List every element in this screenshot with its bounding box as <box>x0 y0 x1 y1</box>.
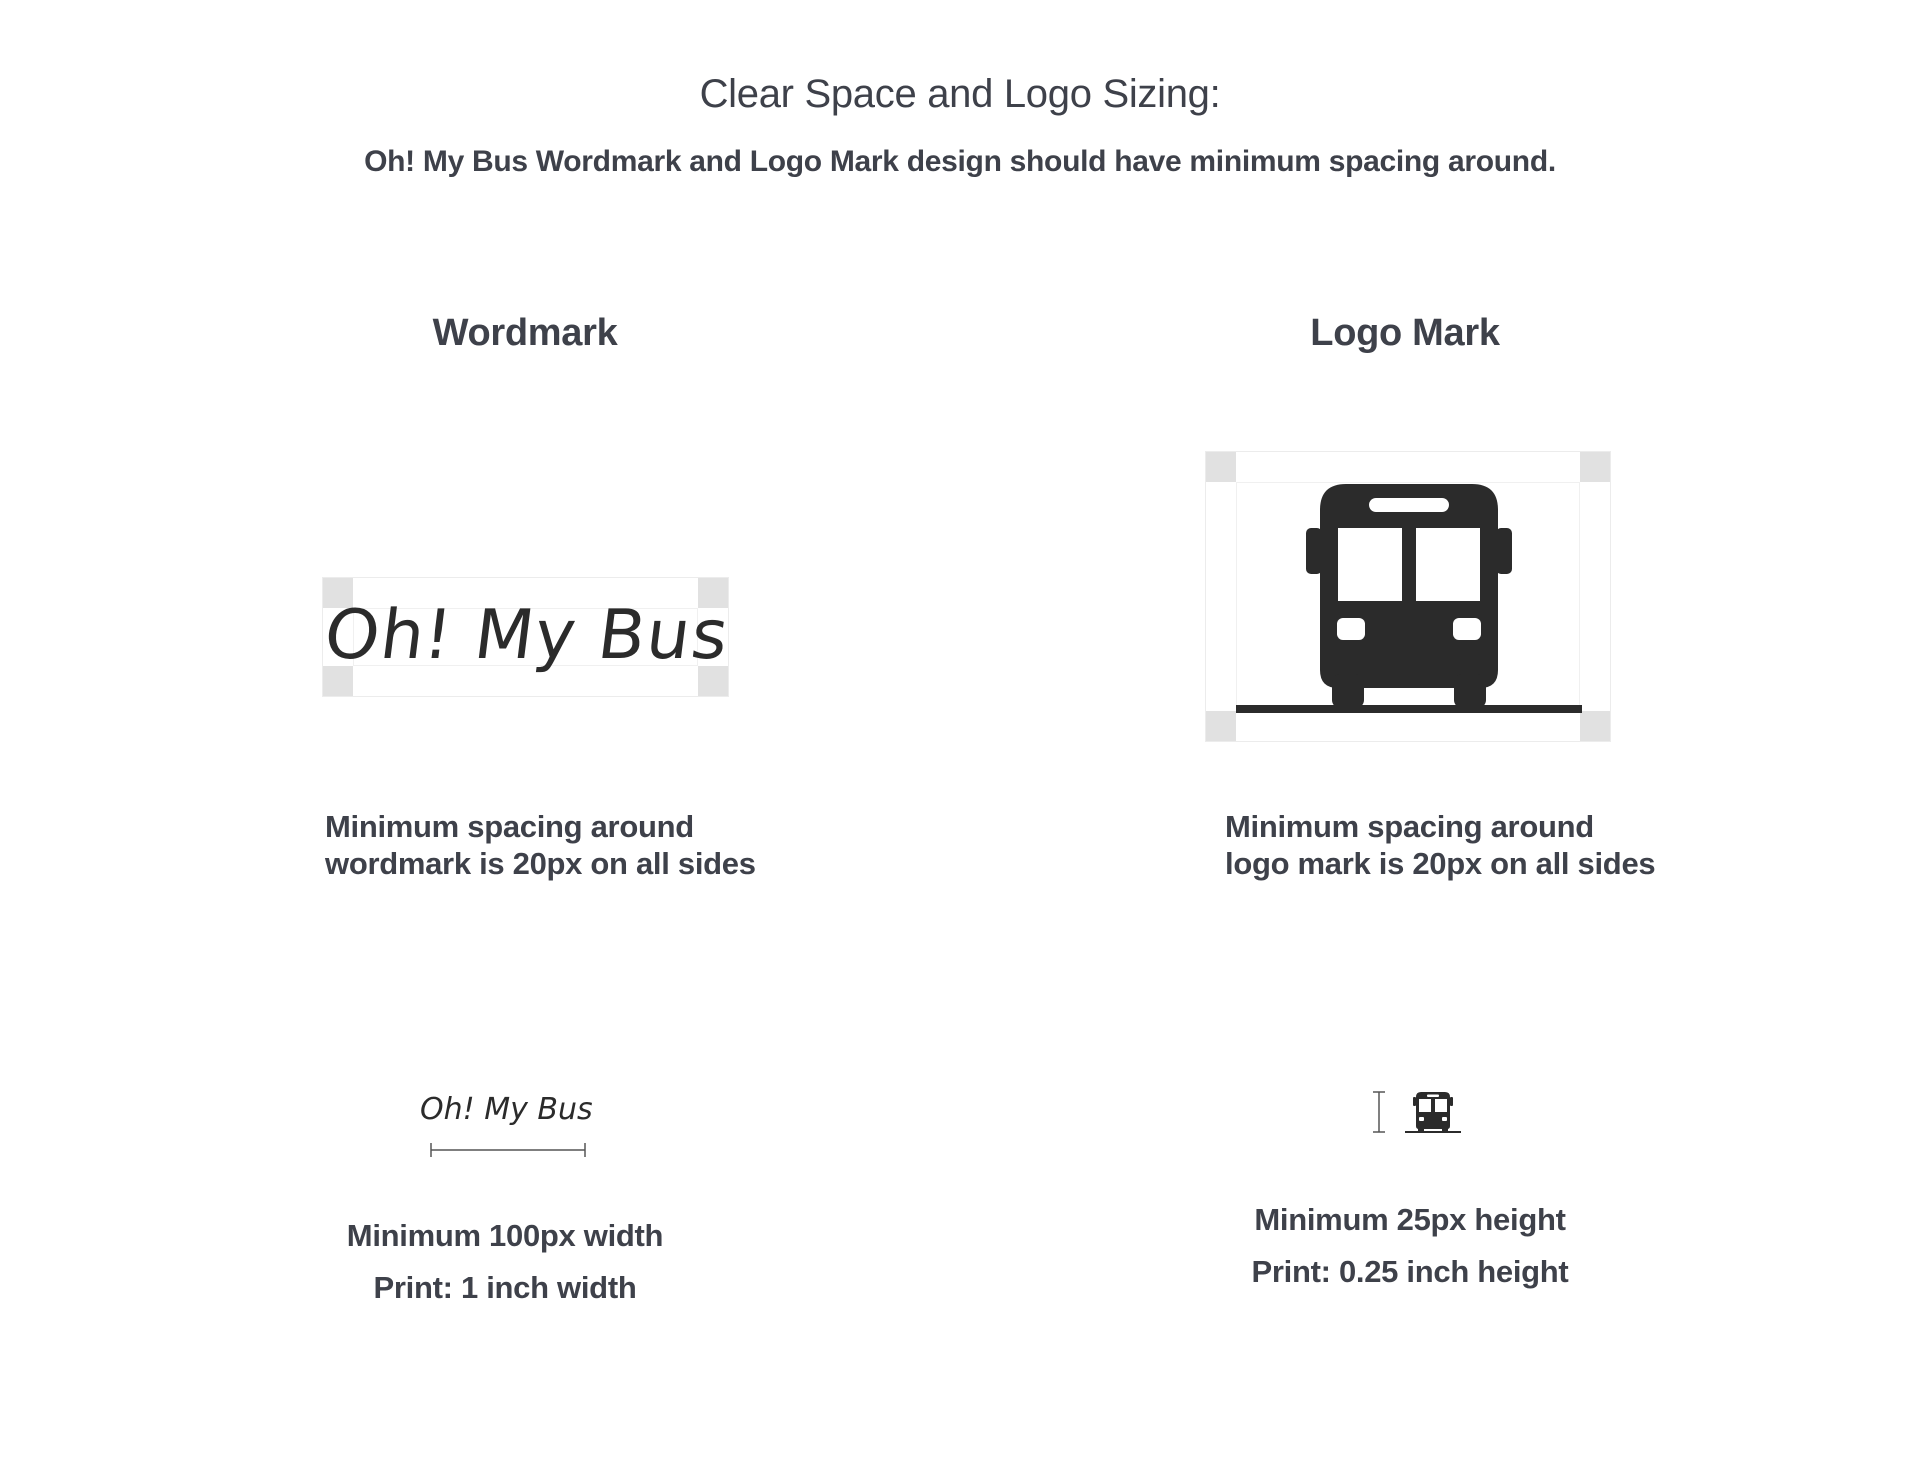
page-subtitle: Oh! My Bus Wordmark and Logo Mark design should have minimum spacing around. <box>364 145 1556 178</box>
wordmark-small-logo: Oh! My Bus <box>420 1092 593 1127</box>
wordmark-heading: Wordmark <box>432 312 618 354</box>
logo-mark-heading: Logo Mark <box>1310 312 1500 354</box>
page-title: Clear Space and Logo Sizing: <box>699 72 1221 116</box>
bus-icon <box>1206 452 1612 743</box>
logo-mark-print-size-caption: Print: 0.25 inch height <box>1251 1254 1569 1289</box>
logo-mark-clear-space-box <box>1205 451 1611 742</box>
wordmark-logo: Oh! My Bus <box>323 596 730 675</box>
logo-mark-min-size-caption: Minimum 25px height <box>1254 1202 1566 1237</box>
caption-line: Minimum spacing around <box>1225 809 1594 844</box>
wordmark-min-size-caption: Minimum 100px width <box>346 1218 664 1253</box>
wordmark-print-size-caption: Print: 1 inch width <box>373 1270 637 1305</box>
caption-line: Minimum spacing around <box>325 809 694 844</box>
small-bus-icon <box>1403 1090 1463 1134</box>
logo-mark-spacing-caption <box>1225 808 1685 882</box>
width-indicator-icon <box>430 1140 586 1160</box>
caption-line: wordmark is 20px on all sides <box>325 846 756 881</box>
wordmark-clear-space-box <box>322 577 729 697</box>
caption-line: logo mark is 20px on all sides <box>1225 846 1656 881</box>
wordmark-spacing-caption <box>325 808 785 882</box>
height-indicator-icon <box>1370 1090 1388 1134</box>
